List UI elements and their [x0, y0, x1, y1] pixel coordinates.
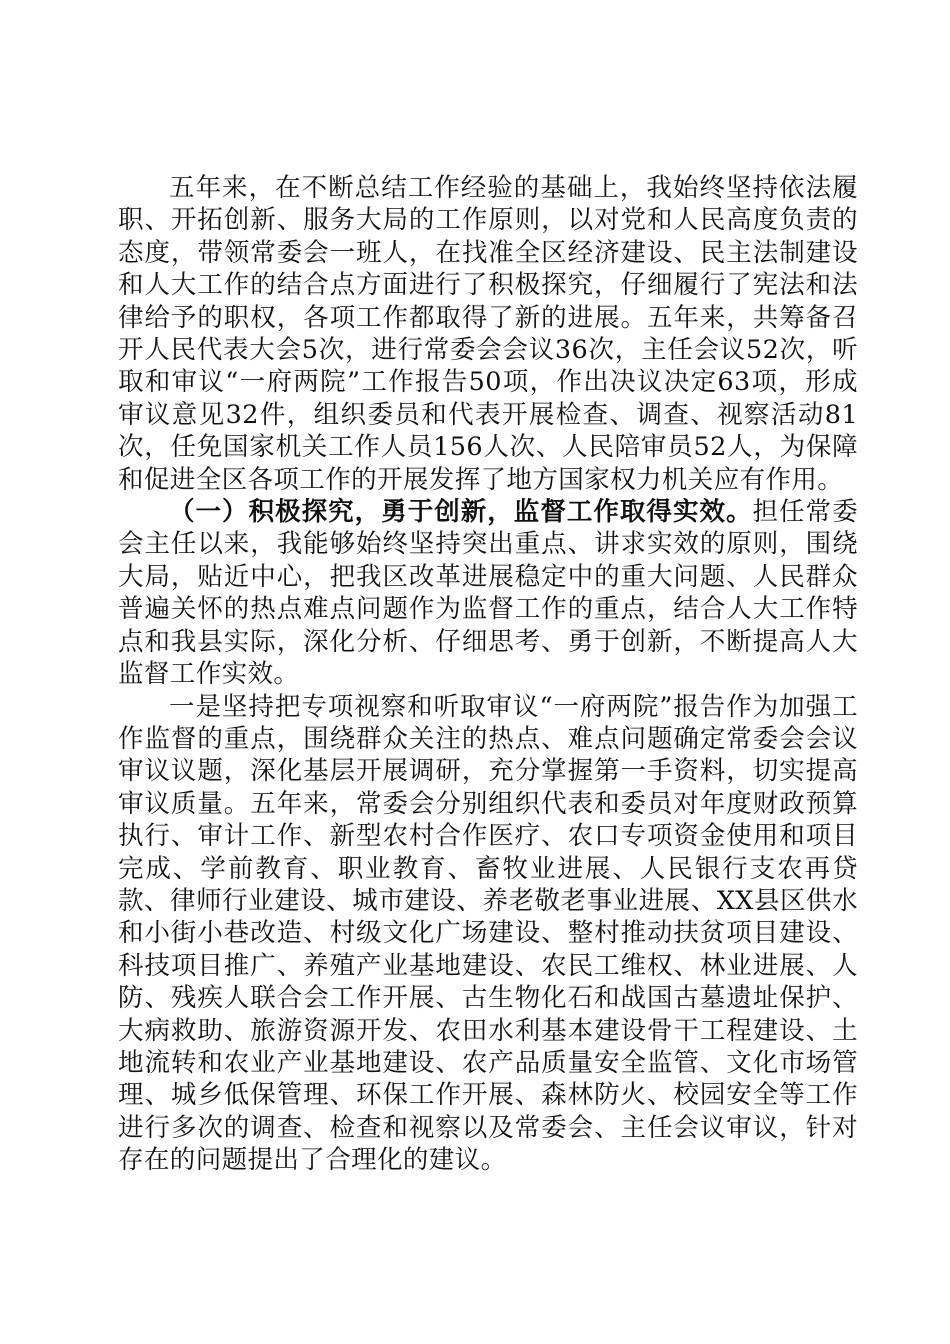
- paragraph-inspection: 一是坚持把专项视察和听取审议“一府两院”报告作为加强工作监督的重点，围绕群众关注的热点、难点问题确定常委会会议审议议题，深化基层开展调研，充分掌握第一手资料，切实提高审议质量。五年来，常委会分别组织代表和委员对年度财政预算执行、审计工作、新型农村合作医疗、农口专项资金使用和项目完成、学前教育、职业教育、畜牧业进展、人民银行支农再贷款、律师行业建设、城市建设、养老敬老事业进展、XX县区供水和小街小巷改造、村级文化广场建设、整村推动扶贫项目建设、科技项目推广、养殖产业基地建设、农民工维权、林业进展、人防、残疾人联合会工作开展、古生物化石和战国古墓遗址保护、大病救助、旅游资源开发、农田水利基本建设骨干工程建设、土地流转和农业产业基地建设、农产品质量安全监管、文化市场管理、城乡低保管理、环保工作开展、森林防火、校园安全等工作进行多次的调查、检查和视察以及常委会、主任会议审议，针对存在的问题提出了合理化的建议。: [118, 691, 858, 1176]
- document-body: [118, 172, 858, 1177]
- paragraph-supervision: [118, 496, 858, 690]
- section-heading: （一）积极探究，勇于创新，监督工作取得实效。: [169, 497, 753, 528]
- paragraph-summary: 五年来，在不断总结工作经验的基础上，我始终坚持依法履职、开拓创新、服务大局的工作原则，以对党和人民高度负责的态度，带领常委会一班人，在找准全区经济建设、民主法制建设和人大工作的结合点方面进行了积极探究，仔细履行了宪法和法律给予的职权，各项工作都取得了新的进展。五年来，共筹备召开人民代表大会5次，进行常委会会议36次，主任会议52次，听取和审议“一府两院”工作报告50项，作出决议决定63项，形成审议意见32件，组织委员和代表开展检查、调查、视察活动81次，任免国家机关工作人员156人次、人民陪审员52人，为保障和促进全区各项工作的开展发挥了地方国家权力机关应有作用。: [118, 173, 858, 495]
- paragraph-supervision-text: 担任常委会主任以来，我能够始终坚持突出重点、讲求实效的原则，围绕大局，贴近中心，把我区改革进展稳定中的重大问题、人民群众普遍关怀的热点难点问题作为监督工作的重点，结合人大工作特点和我县实际，深化分析、仔细思考、勇于创新，不断提高人大监督工作实效。: [118, 497, 858, 690]
